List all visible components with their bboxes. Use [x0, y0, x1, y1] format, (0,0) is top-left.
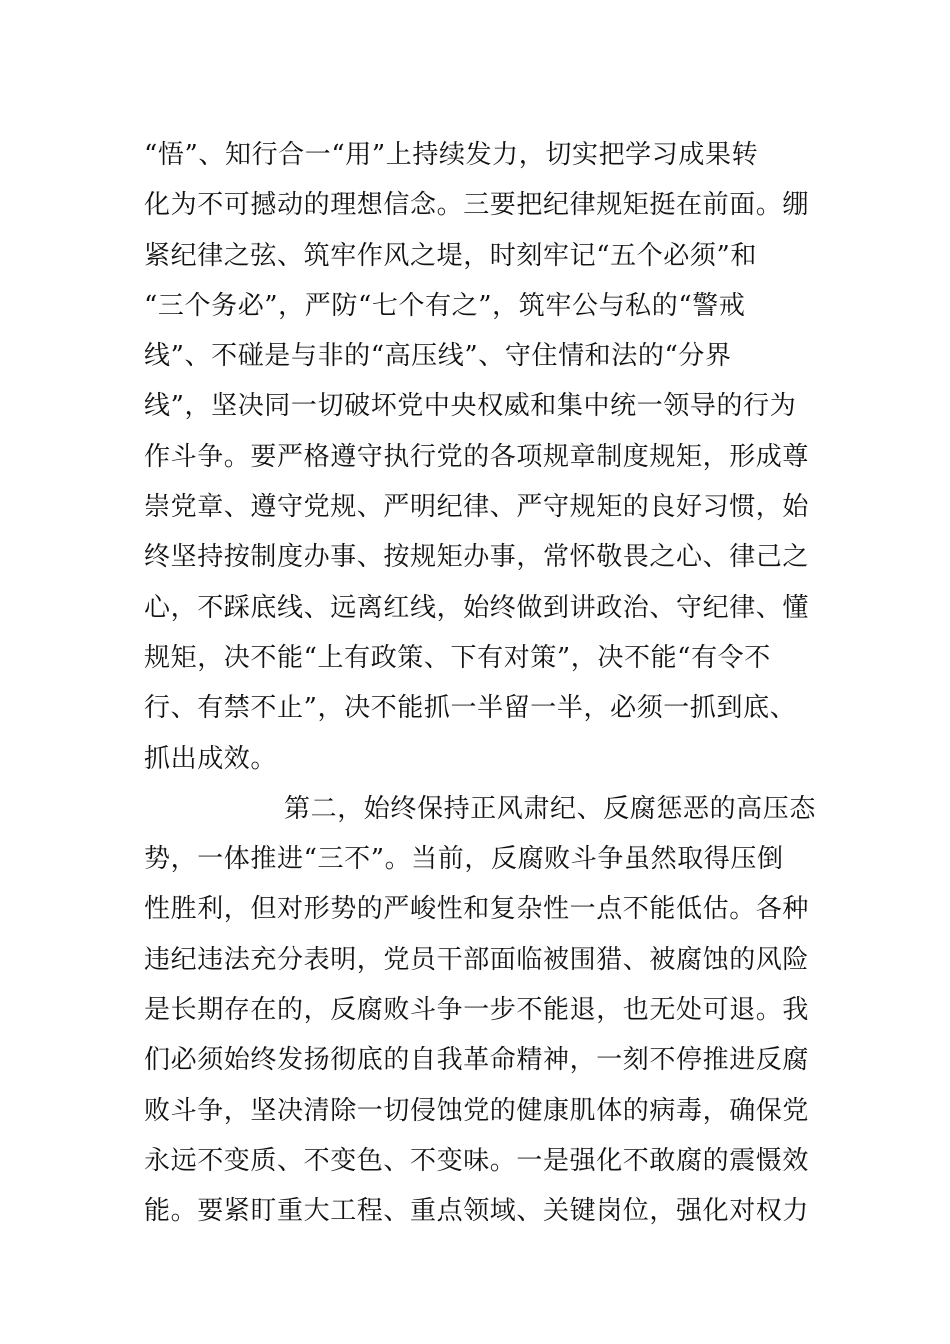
text-line: 化为不可撼动的理想信念。三要把纪律规矩挺在前面。绷 — [144, 190, 810, 221]
text-line: 终坚持按制度办事、按规矩办事，常怀敬畏之心、律己之 — [144, 542, 810, 573]
text-line: 崇党章、遵守党规、严明纪律、严守规矩的良好习惯，始 — [144, 492, 810, 523]
text-line: “悟”、知行合一“用”上持续发力，切实把学习成果转 — [144, 140, 759, 170]
text-line: 势，一体推进“三不”。当前，反腐败斗争虽然取得压倒 — [144, 844, 784, 875]
text-line: “三个务必”，严防“七个有之”，筑牢公与私的“警戒 — [144, 290, 746, 321]
text-line: 败斗争，坚决清除一切侵蚀党的健康肌体的病毒，确保党 — [144, 1095, 810, 1126]
text-line: 线”，坚决同一切破坏党中央权威和集中统一领导的行为 — [144, 391, 797, 422]
text-line: 紧纪律之弦、筑牢作风之堤，时刻牢记“五个必须”和 — [144, 240, 757, 271]
text-line: 行、有禁不止”，决不能抓一半留一半，必须一抓到底、 — [144, 693, 797, 724]
text-line: 违纪违法充分表明，党员干部面临被围猎、被腐蚀的风险 — [144, 944, 810, 975]
text-line: 们必须始终发扬彻底的自我革命精神，一刻不停推进反腐 — [144, 1045, 810, 1076]
text-line: 性胜利，但对形势的严峻性和复杂性一点不能低估。各种 — [144, 894, 810, 925]
text-line: 规矩，决不能“上有政策、下有对策”，决不能“有令不 — [144, 642, 771, 673]
text-line: 作斗争。要严格遵守执行党的各项规章制度规矩，形成尊 — [144, 441, 810, 472]
text-line: 线”、不碰是与非的“高压线”、守住情和法的“分界 — [144, 341, 732, 372]
text-line: 心，不踩底线、远离红线，始终做到讲政治、守纪律、懂 — [144, 592, 810, 623]
body-text — [144, 130, 817, 1237]
text-line: 抓出成效。 — [144, 743, 278, 774]
section-heading-line: 第二，始终保持正风肃纪、反腐惩恶的高压态 — [284, 793, 817, 824]
text-line: 是长期存在的，反腐败斗争一步不能退，也无处可退。我 — [144, 995, 810, 1026]
text-line: 永远不变质、不变色、不变味。一是强化不敢腐的震慑效 — [144, 1145, 810, 1176]
text-line: 能。要紧盯重大工程、重点领域、关键岗位，强化对权力 — [144, 1196, 810, 1227]
